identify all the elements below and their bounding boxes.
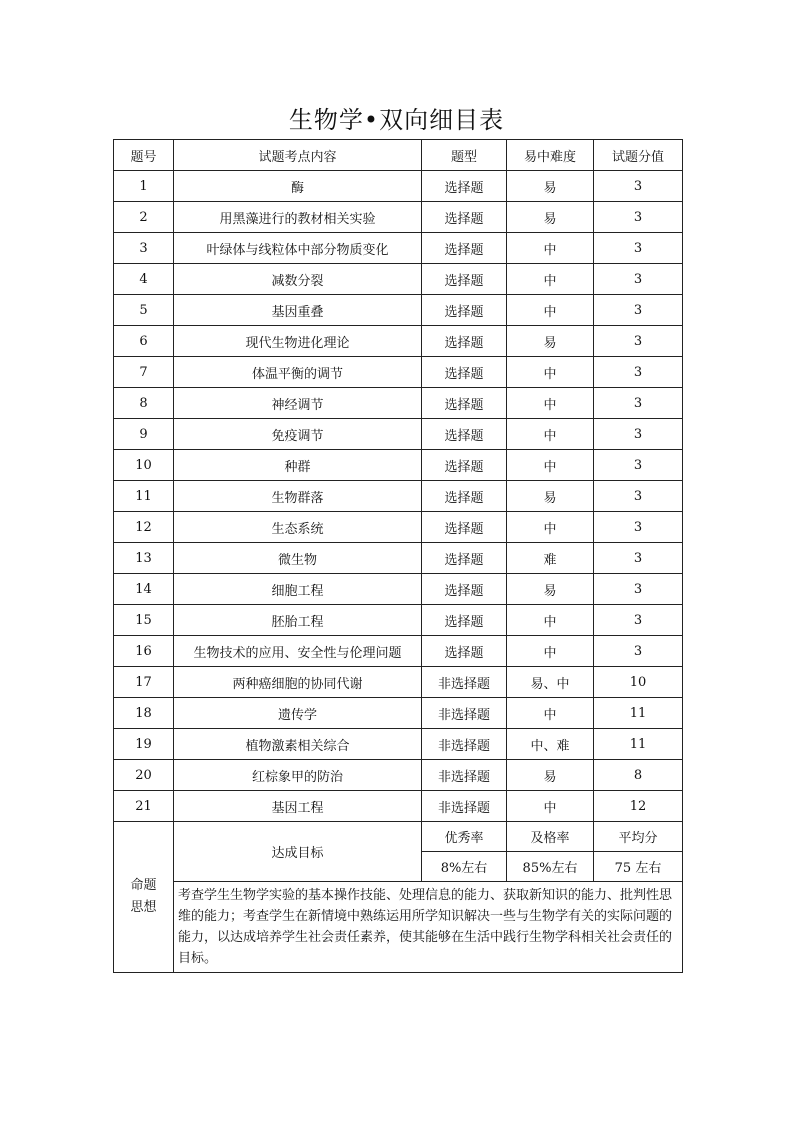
cell-difficulty: 易 [507, 326, 594, 357]
description-row [114, 882, 683, 973]
cell-content: 生态系统 [174, 512, 422, 543]
cell-score: 3 [594, 574, 683, 605]
cell-score: 10 [594, 667, 683, 698]
target-label: 达成目标 [174, 822, 422, 882]
cell-score: 3 [594, 202, 683, 233]
cell-difficulty: 中 [507, 357, 594, 388]
cell-type: 非选择题 [422, 760, 507, 791]
cell-content: 生物技术的应用、安全性与伦理问题 [174, 636, 422, 667]
cell-type: 选择题 [422, 295, 507, 326]
cell-difficulty: 易 [507, 760, 594, 791]
cell-difficulty: 中 [507, 605, 594, 636]
table-row [114, 481, 683, 512]
cell-difficulty: 中 [507, 791, 594, 822]
pass-label: 及格率 [507, 822, 594, 852]
cell-difficulty: 中 [507, 512, 594, 543]
cell-difficulty: 中 [507, 419, 594, 450]
cell-score: 3 [594, 605, 683, 636]
cell-score: 3 [594, 171, 683, 202]
cell-type: 选择题 [422, 202, 507, 233]
cell-type: 选择题 [422, 543, 507, 574]
cell-content: 两种癌细胞的协同代谢 [174, 667, 422, 698]
cell-score: 12 [594, 791, 683, 822]
header-content: 试题考点内容 [174, 140, 422, 171]
header-type: 题型 [422, 140, 507, 171]
cell-no: 8 [114, 388, 174, 419]
cell-difficulty: 中 [507, 698, 594, 729]
cell-score: 3 [594, 450, 683, 481]
cell-no: 21 [114, 791, 174, 822]
cell-type: 非选择题 [422, 698, 507, 729]
cell-content: 种群 [174, 450, 422, 481]
cell-type: 选择题 [422, 388, 507, 419]
cell-difficulty: 中 [507, 295, 594, 326]
cell-score: 11 [594, 698, 683, 729]
table-row [114, 264, 683, 295]
cell-type: 选择题 [422, 264, 507, 295]
excellent-value: 8%左右 [422, 852, 507, 882]
cell-content: 基因工程 [174, 791, 422, 822]
table-row [114, 760, 683, 791]
cell-type: 选择题 [422, 326, 507, 357]
pass-value: 85%左右 [507, 852, 594, 882]
cell-type: 选择题 [422, 512, 507, 543]
cell-type: 选择题 [422, 171, 507, 202]
table-row [114, 357, 683, 388]
cell-score: 3 [594, 512, 683, 543]
header-score: 试题分值 [594, 140, 683, 171]
cell-score: 11 [594, 729, 683, 760]
cell-difficulty: 易 [507, 202, 594, 233]
cell-difficulty: 易、中 [507, 667, 594, 698]
table-row [114, 388, 683, 419]
cell-difficulty: 中、难 [507, 729, 594, 760]
header-row [114, 140, 683, 171]
cell-no: 19 [114, 729, 174, 760]
cell-difficulty: 中 [507, 388, 594, 419]
cell-content: 生物群落 [174, 481, 422, 512]
cell-content: 红棕象甲的防治 [174, 760, 422, 791]
cell-no: 17 [114, 667, 174, 698]
cell-no: 2 [114, 202, 174, 233]
cell-no: 1 [114, 171, 174, 202]
cell-no: 6 [114, 326, 174, 357]
cell-score: 3 [594, 481, 683, 512]
table-row [114, 605, 683, 636]
cell-no: 9 [114, 419, 174, 450]
cell-difficulty: 中 [507, 264, 594, 295]
header-difficulty: 易中难度 [507, 140, 594, 171]
target-row-labels [114, 822, 683, 852]
cell-type: 选择题 [422, 419, 507, 450]
table-row [114, 450, 683, 481]
average-label: 平均分 [594, 822, 683, 852]
cell-content: 细胞工程 [174, 574, 422, 605]
cell-difficulty: 易 [507, 171, 594, 202]
cell-content: 遗传学 [174, 698, 422, 729]
table-row [114, 791, 683, 822]
cell-score: 3 [594, 357, 683, 388]
mingti-line1: 命题 [130, 878, 157, 893]
cell-score: 3 [594, 636, 683, 667]
table-row [114, 512, 683, 543]
cell-content: 现代生物进化理论 [174, 326, 422, 357]
cell-type: 选择题 [422, 605, 507, 636]
cell-type: 选择题 [422, 481, 507, 512]
cell-score: 3 [594, 543, 683, 574]
cell-no: 4 [114, 264, 174, 295]
cell-no: 14 [114, 574, 174, 605]
table-row [114, 729, 683, 760]
cell-type: 非选择题 [422, 791, 507, 822]
cell-content: 微生物 [174, 543, 422, 574]
cell-content: 免疫调节 [174, 419, 422, 450]
table-row [114, 295, 683, 326]
cell-score: 3 [594, 295, 683, 326]
cell-no: 18 [114, 698, 174, 729]
table-row [114, 667, 683, 698]
cell-content: 用黑藻进行的教材相关实验 [174, 202, 422, 233]
table-row [114, 636, 683, 667]
table-body [114, 171, 683, 822]
table-row [114, 543, 683, 574]
description-text: 考查学生生物学实验的基本操作技能、处理信息的能力、获取新知识的能力、批判性思维的能力；考查学生在新情境中熟练运用所学知识解决一些与生物学有关的实际问题的能力，以达成培养学生社会责任素养，使其能够在生活中践行生物学科相关社会责任的目标。 [174, 882, 683, 973]
cell-type: 选择题 [422, 574, 507, 605]
cell-difficulty: 易 [507, 481, 594, 512]
cell-no: 15 [114, 605, 174, 636]
cell-no: 3 [114, 233, 174, 264]
cell-no: 12 [114, 512, 174, 543]
table-row [114, 326, 683, 357]
cell-content: 基因重叠 [174, 295, 422, 326]
cell-content: 体温平衡的调节 [174, 357, 422, 388]
cell-no: 7 [114, 357, 174, 388]
cell-content: 酶 [174, 171, 422, 202]
mingti-cell [114, 822, 174, 973]
cell-score: 3 [594, 388, 683, 419]
cell-type: 选择题 [422, 233, 507, 264]
excellent-label: 优秀率 [422, 822, 507, 852]
cell-no: 13 [114, 543, 174, 574]
cell-difficulty: 中 [507, 636, 594, 667]
table-row [114, 202, 683, 233]
cell-type: 选择题 [422, 450, 507, 481]
cell-difficulty: 中 [507, 233, 594, 264]
cell-score: 3 [594, 326, 683, 357]
cell-content: 叶绿体与线粒体中部分物质变化 [174, 233, 422, 264]
cell-score: 3 [594, 233, 683, 264]
cell-no: 5 [114, 295, 174, 326]
mingti-line2: 思想 [130, 900, 157, 915]
cell-no: 10 [114, 450, 174, 481]
cell-type: 非选择题 [422, 667, 507, 698]
cell-no: 20 [114, 760, 174, 791]
cell-content: 植物激素相关综合 [174, 729, 422, 760]
cell-score: 3 [594, 419, 683, 450]
cell-content: 胚胎工程 [174, 605, 422, 636]
cell-difficulty: 难 [507, 543, 594, 574]
table-row [114, 171, 683, 202]
header-no: 题号 [114, 140, 174, 171]
table-row [114, 698, 683, 729]
cell-content: 减数分裂 [174, 264, 422, 295]
average-value: 75 左右 [594, 852, 683, 882]
cell-type: 非选择题 [422, 729, 507, 760]
spec-table [113, 139, 683, 973]
cell-content: 神经调节 [174, 388, 422, 419]
cell-difficulty: 中 [507, 450, 594, 481]
cell-score: 3 [594, 264, 683, 295]
cell-difficulty: 易 [507, 574, 594, 605]
cell-type: 选择题 [422, 636, 507, 667]
cell-score: 8 [594, 760, 683, 791]
page-title: 生物学•双向细目表 [288, 106, 505, 134]
table-row [114, 233, 683, 264]
table-row [114, 574, 683, 605]
cell-no: 16 [114, 636, 174, 667]
cell-type: 选择题 [422, 357, 507, 388]
table-row [114, 419, 683, 450]
cell-no: 11 [114, 481, 174, 512]
